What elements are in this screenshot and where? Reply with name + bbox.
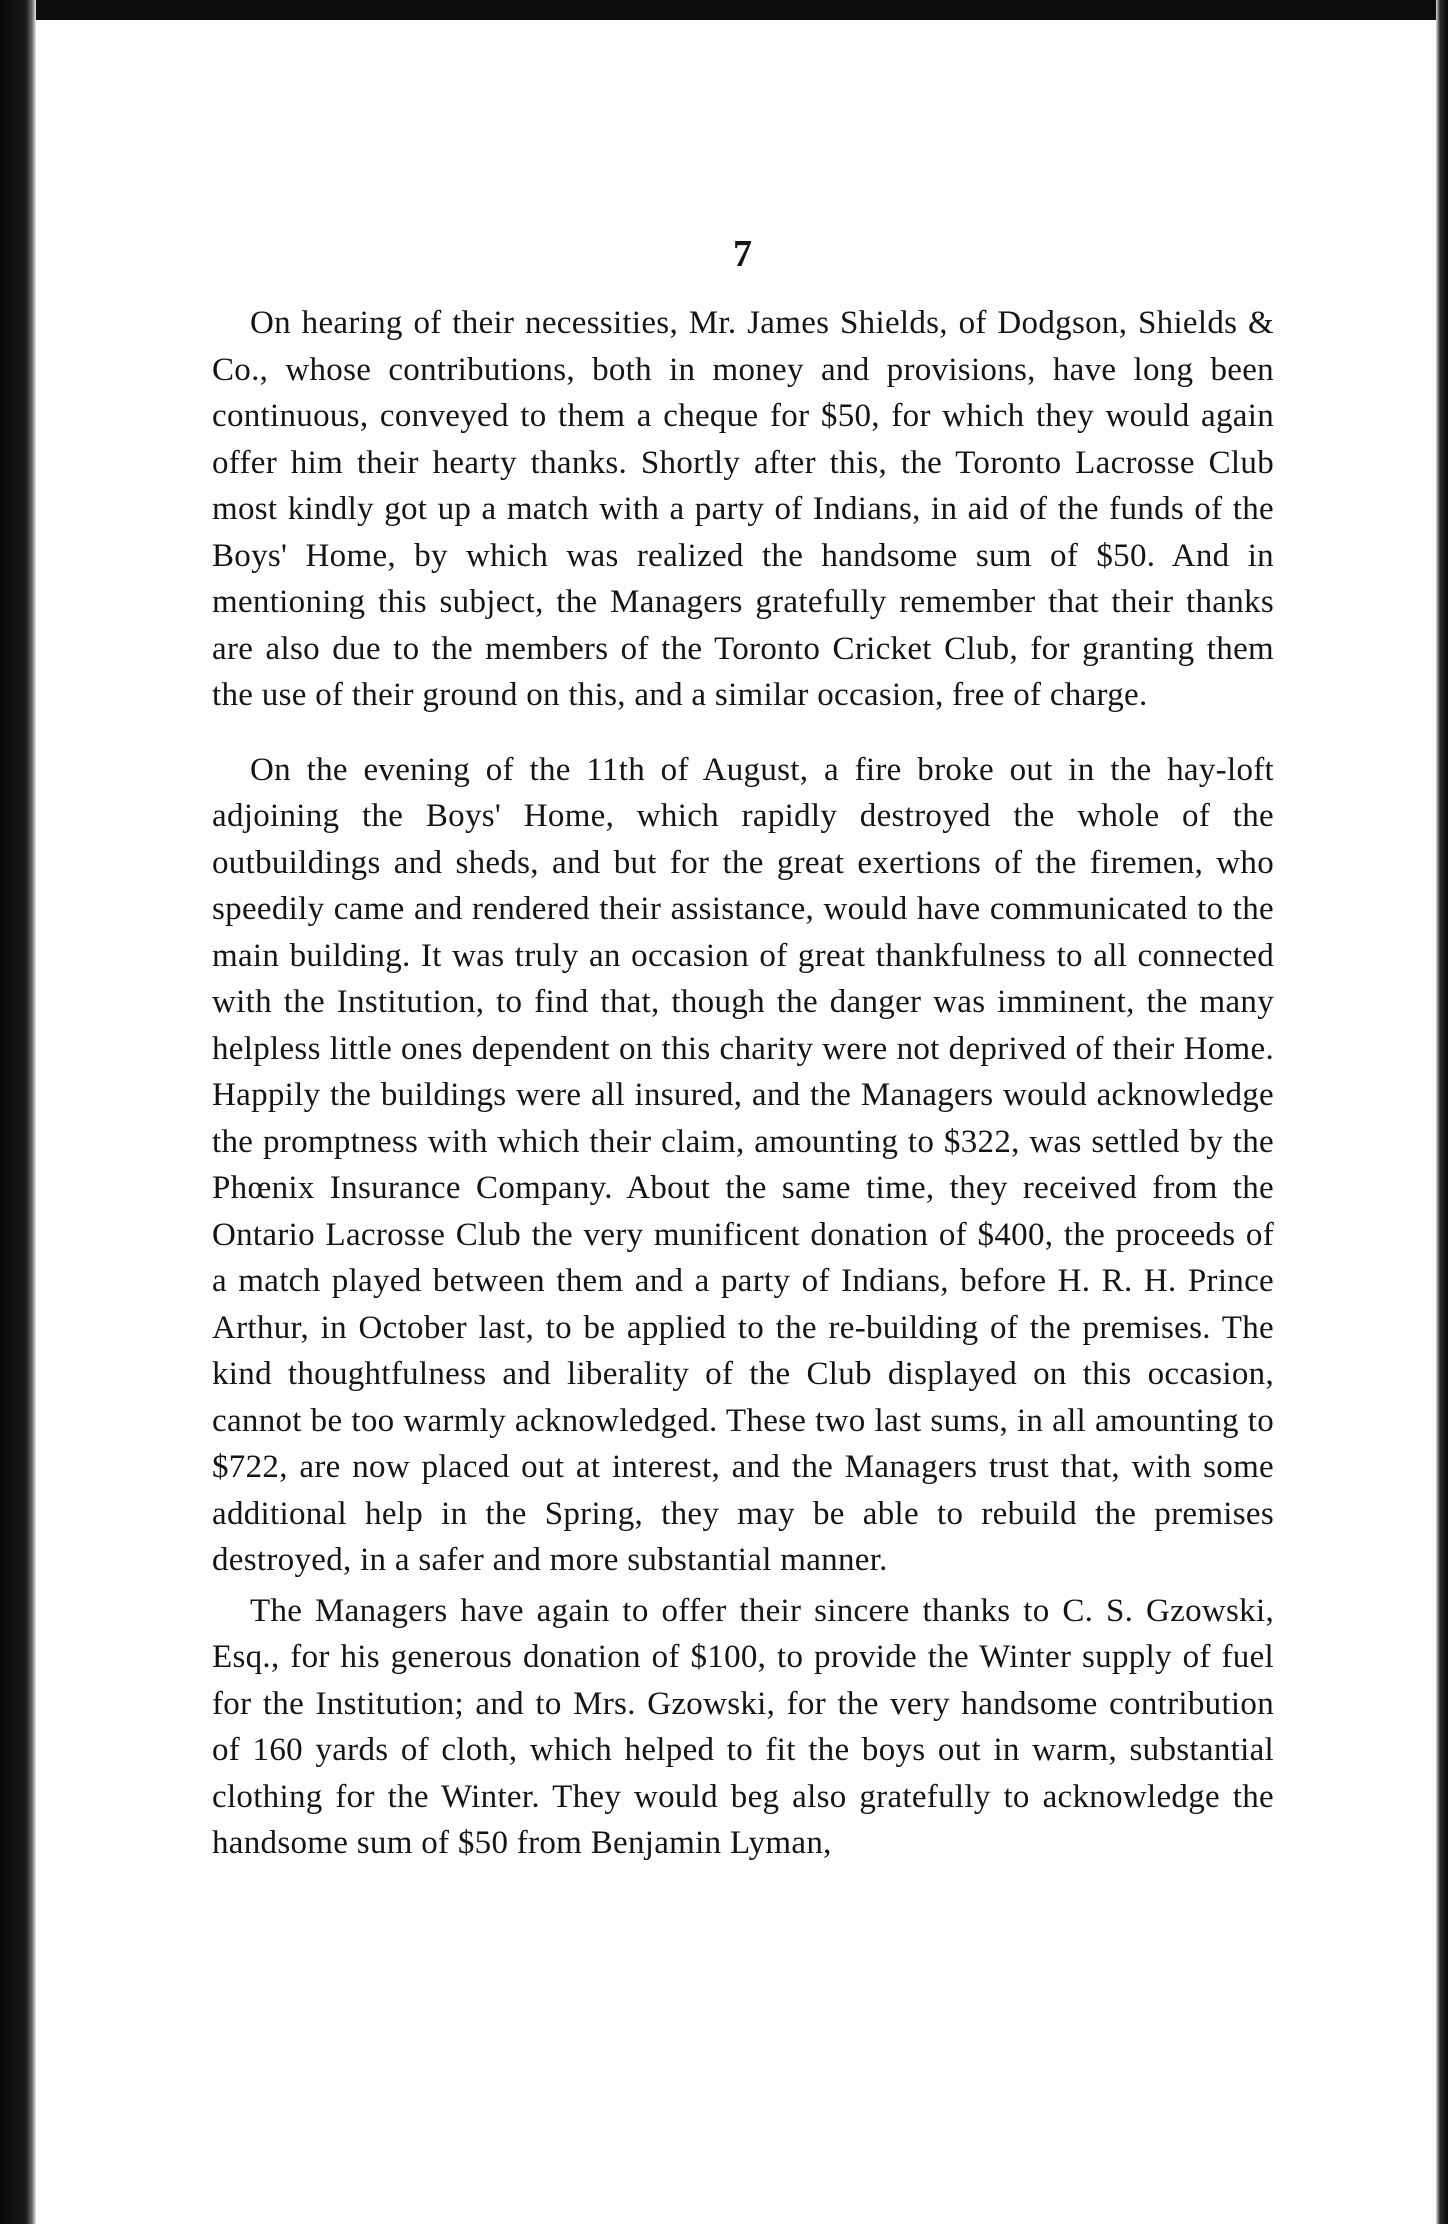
scan-border-top [0,0,1448,20]
body-text [212,300,1274,1867]
paragraph: On the evening of the 11th of August, a fire broke out in the hay-loft adjoining the Boys' Home, which rapidly destroyed the whole of the outbuildings and sheds, and but for the great exertions of the firemen, who speedily came and rendered their assistance, would have communicated to the main building. It was truly an occasion of great thankfulness to all connected with the Institution, to find that, though the danger was imminent, the many helpless little ones dependent on this charity were not deprived of their Home. Happily the buildings were all insured, and the Managers would acknowledge the promptness with which their claim, amounting to $322, was settled by the Phœnix Insurance Company. About the same time, they received from the Ontario Lacrosse Club the very munificent donation of $400, the proceeds of a match played between them and a party of Indians, before H. R. H. Prince Arthur, in October last, to be applied to the re-building of the premises. The kind thoughtfulness and liberality of the Club displayed on this occasion, cannot be too warmly acknowledged. These two last sums, in all amounting to $722, are now placed out at interest, and the Managers trust that, with some additional help in the Spring, they may be able to rebuild the premises destroyed, in a safer and more substantial manner. [212,751,1274,1578]
page-number: 7 [733,233,753,275]
paragraph: On hearing of their necessities, Mr. James Shields, of Dodgson, Shields & Co., whose contributions, both in money and provisions, have long been continuous, conveyed to them a cheque for $50, for which they would again offer him their hearty thanks. Shortly after this, the Toronto Lacrosse Club most kindly got up a match with a party of Indians, in aid of the funds of the Boys' Home, by which was realized the handsome sum of $50. And in mentioning this subject, the Managers gratefully remember that their thanks are also due to the members of the Toronto Cricket Club, for granting them the use of their ground on this, and a similar occasion, free of charge. [212,305,1274,713]
paragraph: The Managers have again to offer their sincere thanks to C. S. Gzowski, Esq., for his generous donation of $100, to provide the Winter supply of fuel for the Institution; and to Mrs. Gzowski, for the very handsome contribution of 160 yards of cloth, which helped to fit the boys out in warm, substantial clothing for the Winter. They would beg also gratefully to acknowledge the handsome sum of $50 from Benjamin Lyman, [212,1592,1274,1861]
scan-border-left [0,0,36,2224]
scan-border-right [1436,0,1448,2224]
